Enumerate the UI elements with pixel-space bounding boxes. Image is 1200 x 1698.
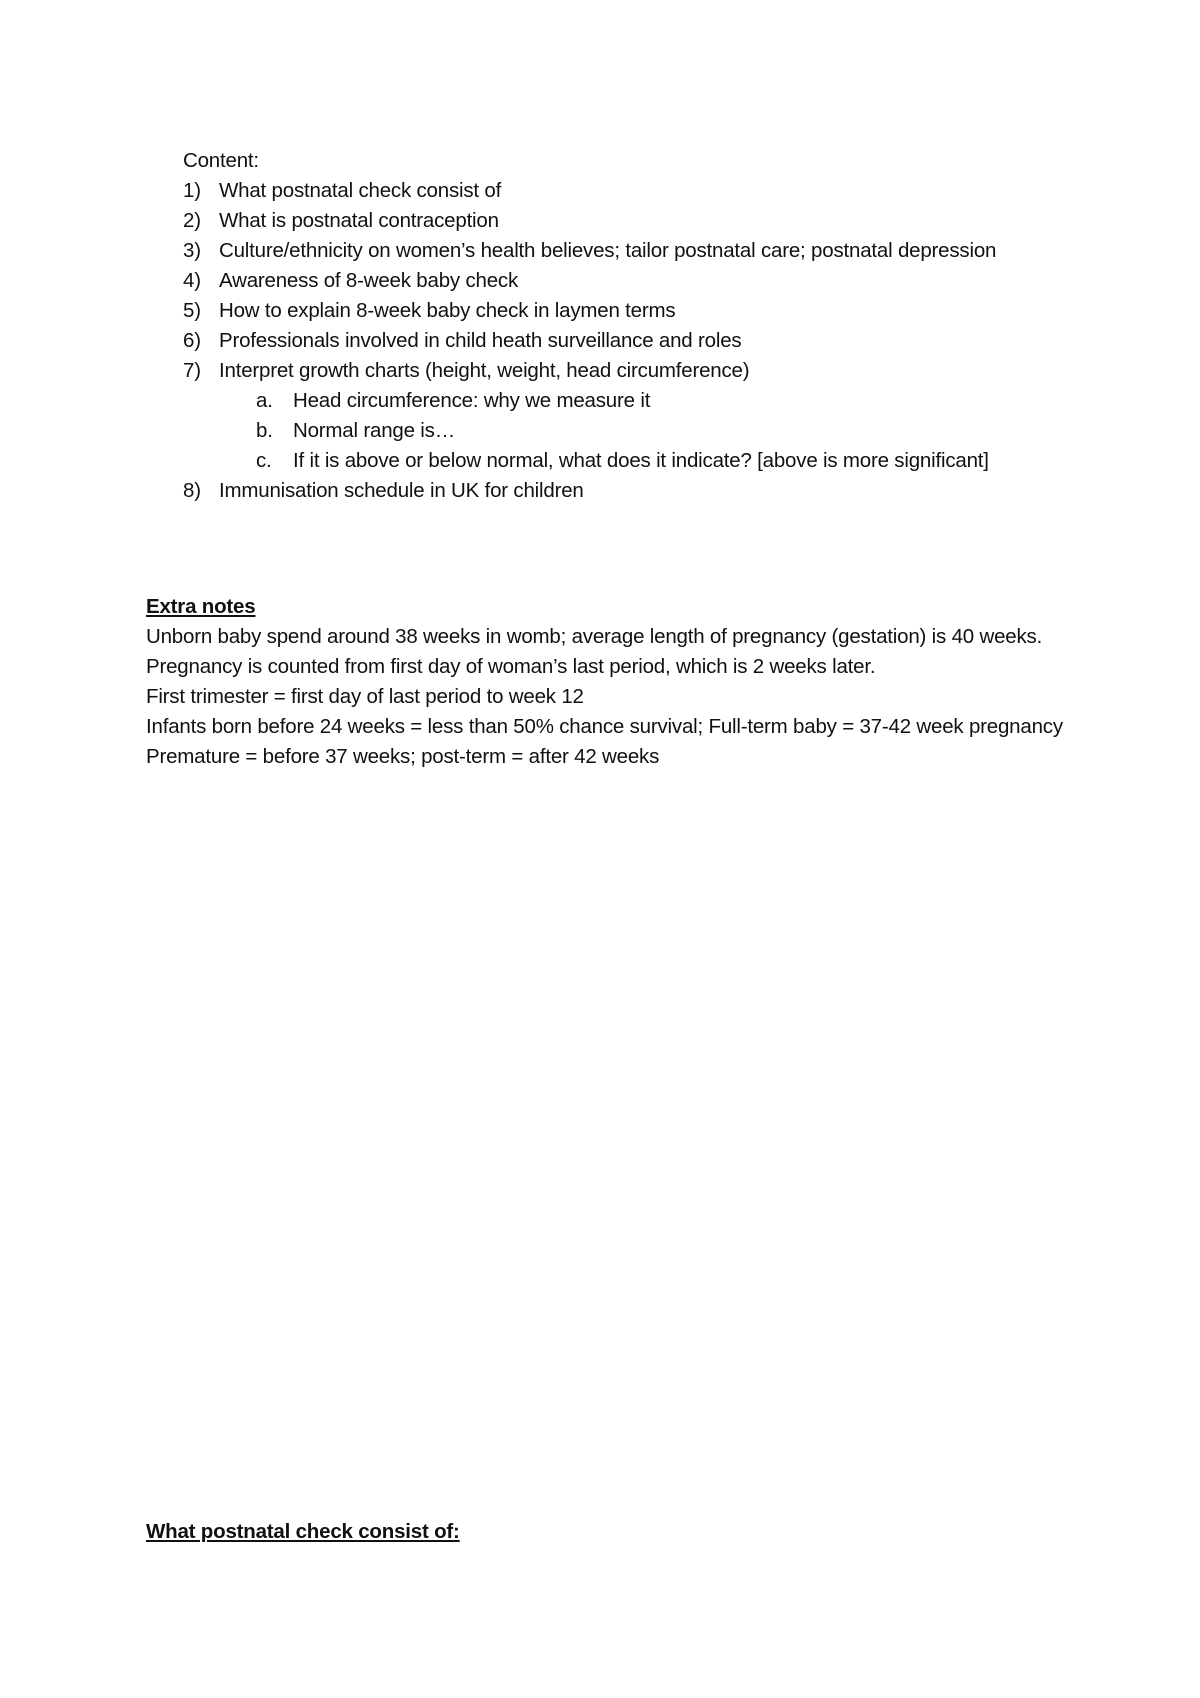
section-heading: What postnatal check consist of: xyxy=(146,1520,460,1543)
list-item xyxy=(183,296,1063,326)
content-list-continued xyxy=(183,476,1063,506)
list-item-text: Interpret growth charts (height, weight, head circumference) xyxy=(219,359,750,382)
sub-list-item-text: If it is above or below normal, what does it indicate? [above is more significant] xyxy=(293,449,989,472)
list-item-text: What postnatal check consist of xyxy=(219,179,502,202)
list-number: 1) xyxy=(183,179,201,202)
sub-list-item-text: Head circumference: why we measure it xyxy=(293,389,651,412)
list-item xyxy=(183,326,1063,356)
content-section xyxy=(183,146,1063,506)
sub-list-item xyxy=(256,386,1063,416)
list-number: 7) xyxy=(183,359,201,382)
extra-notes-paragraph: Unborn baby spend around 38 weeks in womb; average length of pregnancy (gestation) is 40 weeks. Pregnancy is counted from first day of woman’s last period, which is 2 weeks later. xyxy=(146,625,1043,678)
extra-notes-paragraph: First trimester = first day of last period to week 12 xyxy=(146,685,584,708)
extra-notes-paragraph: Premature = before 37 weeks; post-term = after 42 weeks xyxy=(146,745,660,768)
list-number: 2) xyxy=(183,209,201,232)
list-item xyxy=(183,356,1063,386)
list-item-text: Immunisation schedule in UK for children xyxy=(219,479,584,502)
list-number: 4) xyxy=(183,269,201,292)
list-number: 6) xyxy=(183,329,201,352)
sub-list-item xyxy=(256,416,1063,446)
list-number: 5) xyxy=(183,299,201,322)
list-item-text: What is postnatal contraception xyxy=(219,209,499,232)
list-item-text: How to explain 8-week baby check in laymen terms xyxy=(219,299,676,322)
content-heading: Content: xyxy=(183,149,259,172)
list-item xyxy=(183,266,1063,296)
list-item-text: Culture/ethnicity on women’s health believes; tailor postnatal care; postnatal depression xyxy=(219,239,997,262)
list-item xyxy=(183,236,1063,266)
list-number: 8) xyxy=(183,479,201,502)
list-item-text: Awareness of 8-week baby check xyxy=(219,269,519,292)
list-item xyxy=(183,206,1063,236)
sub-list-letter: a. xyxy=(256,389,273,412)
extra-notes-paragraph: Infants born before 24 weeks = less than 50% chance survival; Full-term baby = 37-42 week pregnancy xyxy=(146,715,1063,738)
list-number: 3) xyxy=(183,239,201,262)
sub-list-letter: c. xyxy=(256,449,272,472)
extra-notes-heading: Extra notes xyxy=(146,595,256,618)
content-list xyxy=(183,176,1063,386)
sub-list-letter: b. xyxy=(256,419,273,442)
list-item xyxy=(183,476,1063,506)
list-item-text: Professionals involved in child heath surveillance and roles xyxy=(219,329,742,352)
sub-list-item-text: Normal range is… xyxy=(293,419,455,442)
sub-list xyxy=(183,386,1063,476)
sub-list-item xyxy=(256,446,1063,476)
list-item xyxy=(183,176,1063,206)
extra-notes-section xyxy=(146,592,1086,772)
